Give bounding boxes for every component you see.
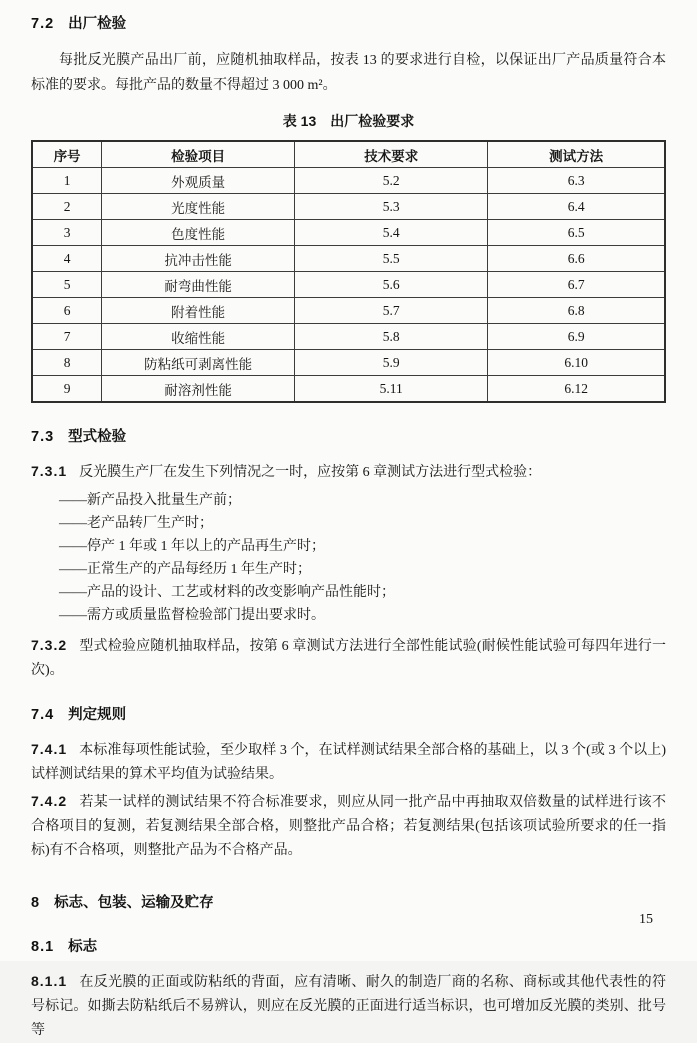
clause-number: 7.4.2 bbox=[31, 793, 68, 809]
table-cell-method: 6.5 bbox=[488, 220, 665, 246]
clause-text: 型式检验应随机抽取样品，按第 6 章测试方法进行全部性能试验(耐候性能试验可每四年进行一次)。 bbox=[31, 639, 666, 678]
clause-number: 7.4.1 bbox=[31, 741, 68, 757]
table-cell-item: 附着性能 bbox=[102, 298, 295, 324]
table-cell-no: 2 bbox=[32, 194, 102, 220]
clause-8-1-1 bbox=[31, 969, 666, 1043]
paragraph-7-2: 每批反光膜产品出厂前，应随机抽取样品，按表 13 的要求进行自检，以保证出厂产品质量符合本标准的要求。每批产品的数量不得超过 3 000 m²。 bbox=[31, 53, 666, 93]
table-cell-item: 防粘纸可剥离性能 bbox=[102, 350, 295, 376]
list-item: ——产品的设计、工艺或材料的改变影响产品性能时； bbox=[59, 585, 395, 600]
table-cell-no: 6 bbox=[32, 298, 102, 324]
table-cell-no: 1 bbox=[32, 168, 102, 194]
type-test-condition-list bbox=[31, 489, 666, 627]
clause-text: 本标准每项性能试验，至少取样 3 个，在试样测试结果全部合格的基础上，以 3 个(或 3 个以上)试样测试结果的算术平均值为试验结果。 bbox=[31, 743, 666, 782]
list-item: ——新产品投入批量生产前； bbox=[59, 493, 241, 508]
table-caption-label: 表 13 bbox=[282, 113, 317, 129]
clause-7-4-1 bbox=[31, 737, 666, 787]
table-cell-req: 5.8 bbox=[295, 324, 488, 350]
factory-inspection-table bbox=[31, 140, 666, 403]
clause-number: 7.3.2 bbox=[31, 637, 68, 653]
section-title: 标志 bbox=[68, 939, 98, 955]
table-row bbox=[32, 298, 665, 324]
table-cell-req: 5.4 bbox=[295, 220, 488, 246]
table-cell-no: 9 bbox=[32, 376, 102, 403]
section-heading-7-4 bbox=[31, 705, 666, 725]
table-cell-no: 3 bbox=[32, 220, 102, 246]
table-cell-method: 6.8 bbox=[488, 298, 665, 324]
table-cell-method: 6.9 bbox=[488, 324, 665, 350]
section-title: 判定规则 bbox=[68, 707, 127, 723]
table-cell-method: 6.6 bbox=[488, 246, 665, 272]
clause-7-3-1 bbox=[31, 459, 666, 485]
table-cell-item: 抗冲击性能 bbox=[102, 246, 295, 272]
table-cell-no: 5 bbox=[32, 272, 102, 298]
table-cell-method: 6.10 bbox=[488, 350, 665, 376]
clause-text: 若某一试样的测试结果不符合标准要求，则应从同一批产品中再抽取双倍数量的试样进行该不合格项目的复测，若复测结果全部合格，则整批产品合格；若复测结果(包括该项试验所要求的任一指标)有不合格项，则整批产品为不合格产品。 bbox=[31, 795, 666, 858]
section-heading-7-2 bbox=[31, 14, 666, 34]
table-13-caption bbox=[31, 111, 666, 131]
table-cell-req: 5.7 bbox=[295, 298, 488, 324]
clause-text: 在反光膜的正面或防粘纸的背面，应有清晰、耐久的制造厂商的名称、商标或其他代表性的符号标记。如撕去防粘纸后不易辨认，则应在反光膜的正面进行适当标识，也可增加反光膜的类别、批号等 bbox=[31, 975, 666, 1038]
table-cell-item: 色度性能 bbox=[102, 220, 295, 246]
section-number: 7.2 bbox=[31, 16, 55, 32]
clause-number: 8.1.1 bbox=[31, 973, 68, 989]
table-cell-item: 光度性能 bbox=[102, 194, 295, 220]
table-header-row bbox=[32, 141, 665, 168]
table-cell-req: 5.6 bbox=[295, 272, 488, 298]
list-item: ——需方或质量监督检验部门提出要求时。 bbox=[59, 608, 325, 623]
table-row bbox=[32, 246, 665, 272]
clause-number: 7.3.1 bbox=[31, 463, 68, 479]
table-cell-req: 5.5 bbox=[295, 246, 488, 272]
section-title: 标志、包装、运输及贮存 bbox=[54, 895, 214, 911]
table-cell-no: 4 bbox=[32, 246, 102, 272]
col-header-method: 测试方法 bbox=[488, 141, 665, 168]
list-item: ——正常生产的产品每经历 1 年生产时； bbox=[59, 562, 311, 577]
table-cell-req: 5.9 bbox=[295, 350, 488, 376]
table-cell-method: 6.7 bbox=[488, 272, 665, 298]
table-row bbox=[32, 272, 665, 298]
section-title: 型式检验 bbox=[68, 429, 127, 445]
table-row bbox=[32, 168, 665, 194]
table-cell-method: 6.12 bbox=[488, 376, 665, 403]
section-number: 7.3 bbox=[31, 429, 55, 445]
col-header-requirement: 技术要求 bbox=[295, 141, 488, 168]
list-item: ——停产 1 年或 1 年以上的产品再生产时； bbox=[59, 539, 325, 554]
table-cell-req: 5.11 bbox=[295, 376, 488, 403]
table-cell-method: 6.4 bbox=[488, 194, 665, 220]
section-heading-7-3 bbox=[31, 427, 666, 447]
clause-7-4-2 bbox=[31, 789, 666, 863]
table-cell-item: 收缩性能 bbox=[102, 324, 295, 350]
table-cell-item: 耐弯曲性能 bbox=[102, 272, 295, 298]
table-row bbox=[32, 376, 665, 403]
section-heading-8-1 bbox=[31, 937, 666, 957]
table-cell-no: 8 bbox=[32, 350, 102, 376]
section-number: 7.4 bbox=[31, 707, 55, 723]
table-cell-item: 外观质量 bbox=[102, 168, 295, 194]
table-row bbox=[32, 194, 665, 220]
table-cell-req: 5.3 bbox=[295, 194, 488, 220]
clause-7-3-2 bbox=[31, 633, 666, 683]
table-cell-item: 耐溶剂性能 bbox=[102, 376, 295, 403]
section-number: 8.1 bbox=[31, 939, 55, 955]
section-title: 出厂检验 bbox=[68, 16, 127, 32]
section-number: 8 bbox=[31, 895, 41, 911]
table-cell-no: 7 bbox=[32, 324, 102, 350]
section-heading-8 bbox=[31, 893, 666, 913]
table-cell-req: 5.2 bbox=[295, 168, 488, 194]
table-cell-method: 6.3 bbox=[488, 168, 665, 194]
col-header-item: 检验项目 bbox=[102, 141, 295, 168]
table-row bbox=[32, 324, 665, 350]
clause-text: 反光膜生产厂在发生下列情况之一时，应按第 6 章测试方法进行型式检验： bbox=[79, 465, 542, 480]
table-row bbox=[32, 350, 665, 376]
col-header-serial: 序号 bbox=[32, 141, 102, 168]
table-caption-title: 出厂检验要求 bbox=[330, 113, 415, 129]
list-item: ——老产品转厂生产时； bbox=[59, 516, 213, 531]
table-row bbox=[32, 220, 665, 246]
page-number: 15 bbox=[639, 912, 653, 927]
